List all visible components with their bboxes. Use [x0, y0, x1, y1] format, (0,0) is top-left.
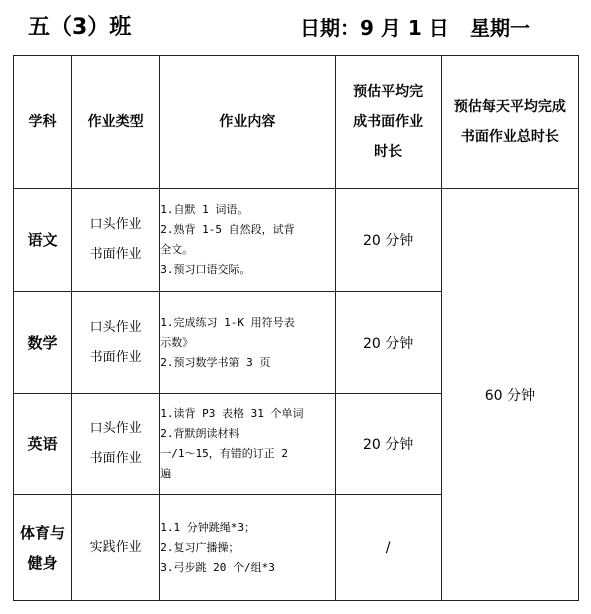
subject-text: 语文: [27, 231, 58, 249]
content-line: 遍: [160, 467, 172, 480]
type-text: 口头作业: [89, 421, 142, 436]
header-duration-line: 预估平均完: [353, 84, 424, 100]
homework-table: [13, 55, 579, 601]
header-duration-line: 成书面作业: [353, 114, 424, 130]
content-line: 1.自默 1 词语。: [160, 203, 249, 216]
type-cell: [72, 189, 160, 292]
subject-cell: [14, 495, 72, 601]
type-text: 书面作业: [89, 247, 142, 262]
type-cell: [72, 292, 160, 394]
subject-text: 数学: [27, 333, 58, 352]
class-name: 五（3）班: [28, 15, 132, 40]
subject-text: 健身: [27, 553, 58, 572]
content-line: 全文。: [160, 243, 194, 256]
content-line: 2.复习广播操；: [160, 540, 240, 554]
content-line: 3.弓步跳 20 个/组*3: [160, 560, 275, 574]
date-label: 日期：9 月 1 日: [300, 16, 449, 40]
header-total: [441, 56, 578, 189]
subject-cell: [14, 394, 72, 495]
page-header: [0, 8, 591, 44]
duration-cell: /: [335, 495, 441, 601]
content-cell: [160, 189, 335, 292]
content-line: 1.完成练习 1-K 用符号表: [160, 315, 295, 329]
type-text: 书面作业: [89, 451, 142, 466]
type-text: 书面作业: [89, 349, 142, 365]
header-subject: 学科: [14, 56, 72, 189]
weekday-label: 星期一: [470, 16, 530, 40]
content-line: 示数》: [160, 335, 194, 349]
type-cell: [72, 394, 160, 495]
type-text: 口头作业: [89, 319, 142, 335]
duration-cell: 20 分钟: [335, 292, 441, 394]
duration-cell: 20 分钟: [335, 189, 441, 292]
table-header-row: [14, 56, 579, 189]
type-text: 实践作业: [89, 539, 142, 555]
content-line: 1.读背 P3 表格 31 个单词: [160, 407, 304, 420]
header-total-line: 预估每天平均完成: [453, 99, 566, 115]
header-duration-line: 时长: [374, 144, 403, 160]
subject-text: 英语: [27, 435, 58, 453]
table-row: [14, 189, 579, 292]
header-type: 作业类型: [72, 56, 160, 189]
content-cell: [160, 292, 335, 394]
content-line: 一/1～15，有错的订正 2: [160, 447, 288, 460]
header-duration: [335, 56, 441, 189]
duration-cell: 20 分钟: [335, 394, 441, 495]
content-cell: [160, 394, 335, 495]
content-line: 3.预习口语交际。: [160, 263, 251, 276]
header-content: 作业内容: [160, 56, 335, 189]
content-line: 2.预习数学书第 3 页: [160, 355, 271, 369]
type-cell: [72, 495, 160, 601]
header-total-line: 书面作业总时长: [460, 129, 559, 145]
type-text: 口头作业: [89, 217, 142, 232]
total-duration-cell: 60 分钟: [441, 189, 578, 601]
subject-cell: [14, 189, 72, 292]
content-line: 2.熟背 1-5 自然段，试背: [160, 223, 295, 236]
subject-text: 体育与: [20, 523, 66, 542]
content-line: 2.背默朗读材料: [160, 427, 240, 440]
content-line: 1.1 分钟跳绳*3；: [160, 520, 255, 534]
content-cell: [160, 495, 335, 601]
subject-cell: [14, 292, 72, 394]
